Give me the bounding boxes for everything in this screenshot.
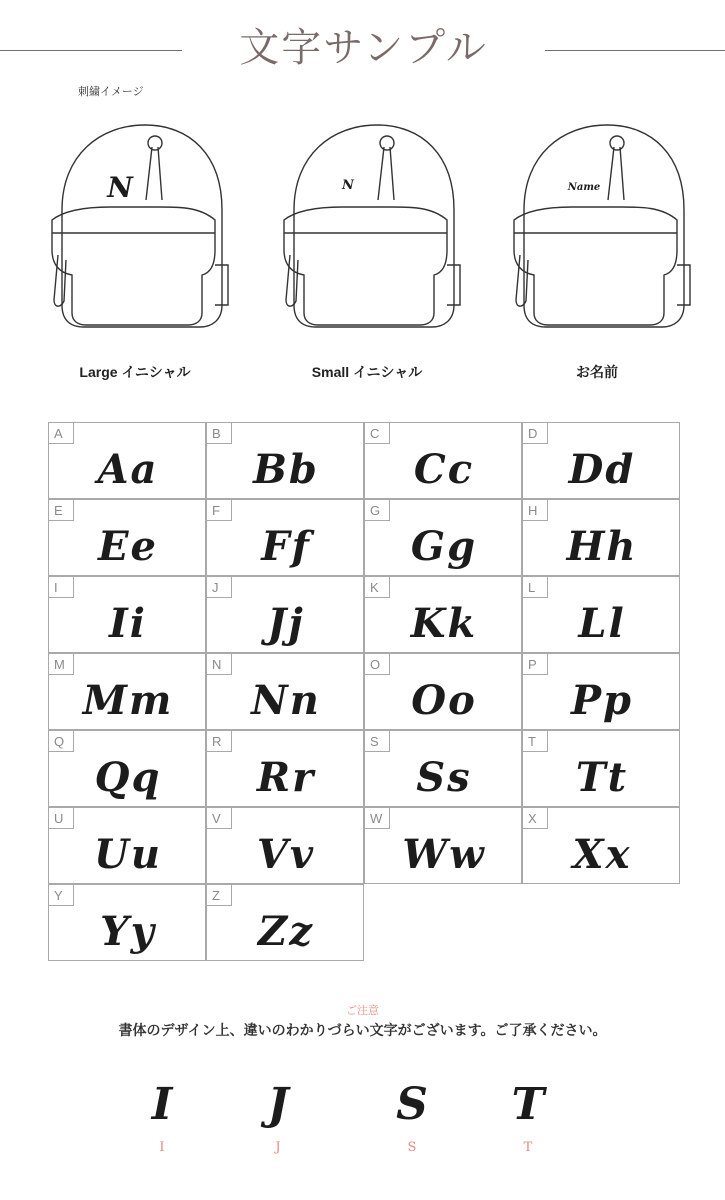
letter-sample: Tt (575, 754, 629, 801)
letter-cell (522, 730, 680, 807)
confusing-letter-plain: J (275, 1140, 281, 1155)
letter-sample: Kk (410, 600, 478, 647)
embroidery-text: N (342, 178, 354, 193)
letter-tag: U (48, 807, 74, 829)
confusing-letter-glyph: T (511, 1079, 545, 1130)
backpack-illustration-name (502, 115, 692, 340)
bag-label-name: お名前 (576, 364, 618, 380)
letter-cell (364, 422, 522, 499)
letter-sample: Ll (578, 600, 626, 647)
letter-tag: E (48, 499, 74, 521)
letter-cell (522, 422, 680, 499)
letter-cell (206, 422, 364, 499)
letter-tag: P (522, 653, 548, 675)
letter-sample: Ss (416, 754, 472, 801)
bag-label-small: Small イニシャル (311, 364, 423, 380)
letter-sample: Ww (402, 831, 486, 878)
letter-cell (206, 730, 364, 807)
backpack-icon (502, 115, 692, 340)
letter-sample: Ii (109, 600, 147, 647)
letter-tag: F (206, 499, 232, 521)
letter-cell (364, 653, 522, 730)
letter-tag: A (48, 422, 74, 444)
backpack-illustration-large (40, 115, 230, 340)
letter-tag: I (48, 576, 74, 598)
letter-tag: J (206, 576, 232, 598)
confusing-letter-glyph: I (151, 1079, 173, 1130)
letter-cell (522, 807, 680, 884)
letter-sample: Gg (410, 523, 478, 570)
embroidery-text: N (107, 171, 133, 204)
letter-sample: Dd (568, 446, 636, 493)
letter-cell (364, 499, 522, 576)
confusing-letter (488, 1080, 568, 1160)
letter-tag: B (206, 422, 232, 444)
letter-sample: Vv (256, 831, 316, 878)
letter-sample: Cc (413, 446, 475, 493)
letter-tag: T (522, 730, 548, 752)
confusing-letter-glyph: S (396, 1079, 428, 1130)
header-rule-right (545, 50, 725, 51)
letter-cell (522, 576, 680, 653)
letter-cell (48, 576, 206, 653)
letter-sample: Rr (256, 754, 316, 801)
letter-cell (48, 884, 206, 961)
letter-sample: Qq (94, 754, 162, 801)
letter-sample: Zz (258, 908, 314, 955)
letter-tag: N (206, 653, 232, 675)
confusing-letter (238, 1080, 318, 1160)
backpack-icon (40, 115, 230, 340)
confusing-letter-plain: T (523, 1140, 533, 1155)
letter-cell (522, 653, 680, 730)
letter-tag: C (364, 422, 390, 444)
letter-tag: R (206, 730, 232, 752)
letter-tag: H (522, 499, 548, 521)
letter-sample: Bb (253, 446, 319, 493)
letter-cell (206, 653, 364, 730)
letter-tag: Q (48, 730, 74, 752)
letter-sample: Ee (98, 523, 158, 570)
backpack-illustration-small (272, 115, 462, 340)
letter-tag: V (206, 807, 232, 829)
letter-sample: Yy (100, 908, 156, 955)
embroidery-text: Name (567, 182, 601, 193)
letter-tag: G (364, 499, 390, 521)
page-title: 文字サンプル (239, 25, 488, 71)
confusing-letter (372, 1080, 452, 1160)
letter-cell (364, 576, 522, 653)
letter-cell (48, 499, 206, 576)
letter-tag: D (522, 422, 548, 444)
letter-cell (206, 807, 364, 884)
bag-label-large: Large イニシャル (79, 364, 191, 380)
letter-sample: Xx (572, 831, 632, 878)
letter-tag: L (522, 576, 548, 598)
letter-tag: X (522, 807, 548, 829)
letter-sample: Mm (82, 677, 174, 724)
letter-sample: Oo (411, 677, 477, 724)
letter-sample-grid (48, 422, 680, 959)
letter-sample: Nn (251, 677, 321, 724)
letter-tag: K (364, 576, 390, 598)
letter-sample: Jj (267, 600, 305, 647)
letter-cell (206, 576, 364, 653)
page-header (0, 0, 725, 90)
letter-tag: S (364, 730, 390, 752)
header-rule-left (0, 50, 182, 51)
backpack-icon (272, 115, 462, 340)
letter-tag: O (364, 653, 390, 675)
letter-tag: M (48, 653, 74, 675)
letter-cell (48, 807, 206, 884)
letter-cell (522, 499, 680, 576)
confusing-letter-glyph: J (267, 1079, 289, 1130)
letter-cell (206, 884, 364, 961)
letter-cell (364, 807, 522, 884)
letter-tag: Z (206, 884, 232, 906)
letter-tag: W (364, 807, 390, 829)
letter-cell (48, 653, 206, 730)
notice-body: 書体のデザイン上、違いのわかりづらい文字がございます。ご了承ください。 (118, 1023, 607, 1039)
letter-cell (48, 730, 206, 807)
letter-cell (206, 499, 364, 576)
letter-cell (364, 730, 522, 807)
confusing-letter-plain: I (159, 1140, 165, 1155)
letter-sample: Hh (566, 523, 638, 570)
notice-title: ご注意 (346, 1004, 379, 1017)
letter-tag: Y (48, 884, 74, 906)
letter-sample: Pp (570, 677, 634, 724)
letter-cell (48, 422, 206, 499)
confusing-letter (122, 1080, 202, 1160)
confusing-letter-plain: S (407, 1140, 417, 1155)
letter-sample: Aa (97, 446, 159, 493)
letter-sample: Uu (94, 831, 162, 878)
letter-sample: Ff (261, 523, 311, 570)
embroidery-caption: 刺繍イメージ (78, 85, 144, 98)
